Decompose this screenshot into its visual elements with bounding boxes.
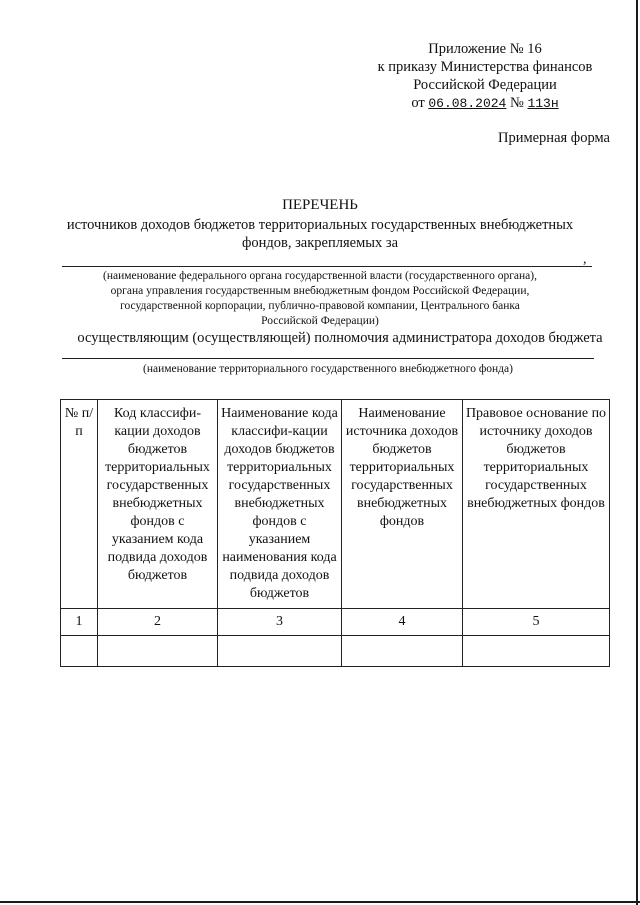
header-cell-number: № п/п (61, 400, 98, 609)
appendix-number: Приложение № 16 (428, 41, 542, 57)
header-cell-source-name: Наименование источника доходов бюджетов территориальных государственных внебюджетных фондов (342, 400, 463, 609)
empty-cell (61, 636, 98, 667)
caption-line-1: (наименование федерального органа государственной власти (государственного органа), (102, 270, 537, 282)
column-number-cell: 1 (61, 609, 98, 636)
administrator-powers-text: осуществляющим (осуществляющей) полномочия администратора доходов бюджета (77, 330, 603, 346)
document-title: ПЕРЕЧЕНЬ (282, 197, 358, 213)
subtitle-line-2: фондов, закрепляемых за (241, 235, 399, 251)
empty-cell (342, 636, 463, 667)
column-number-cell: 4 (342, 609, 463, 636)
fund-fill-line (62, 358, 594, 359)
authority-caption (40, 269, 600, 329)
empty-cell (98, 636, 218, 667)
header-cell-code-name: Наименование кода классифи-кации доходов бюджетов территориальных государственных внебюджетных фондов с указанием наименования кода подвида доходов бюджетов (218, 400, 342, 609)
number-prefix: № (509, 95, 524, 111)
order-date: 06.08.2024 (428, 96, 507, 111)
caption-line-2: органа управления государственным внебюджетным фондом Российской Федерации, (110, 285, 530, 297)
subtitle-line-1: источников доходов бюджетов территориальных государственных внебюджетных (66, 217, 574, 233)
table-header-row (61, 400, 610, 609)
page-edge-bottom (0, 901, 640, 903)
fill-line-comma: , (583, 252, 587, 267)
column-number-cell: 3 (218, 609, 342, 636)
form-note: Примерная форма (497, 130, 610, 146)
empty-cell (218, 636, 342, 667)
table-row (61, 636, 610, 667)
header-cell-code: Код классифи-кации доходов бюджетов территориальных государственных внебюджетных фондов с указанием кода подвида доходов бюджетов (98, 400, 218, 609)
order-reference: к приказу Министерства финансов (377, 59, 593, 75)
date-prefix: от (411, 95, 425, 111)
fund-caption: (наименование территориального государственного внебюджетного фонда) (143, 363, 513, 375)
caption-line-4: Российской Федерации) (261, 315, 379, 327)
order-date-line (360, 94, 610, 113)
revenue-sources-table (60, 399, 610, 667)
federation-name: Российской Федерации (413, 77, 557, 93)
header-cell-legal-basis: Правовое основание по источнику доходов бюджетов территориальных государственных внебюджетных фондов (463, 400, 610, 609)
column-number-cell: 5 (463, 609, 610, 636)
order-number: 113н (527, 96, 559, 111)
page-edge-right (636, 0, 638, 905)
authority-fill-line (62, 266, 592, 267)
column-numbers-row (61, 609, 610, 636)
caption-line-3: государственной корпорации, публично-правовой компании, Центрального банка (120, 300, 520, 312)
appendix-header (360, 40, 610, 113)
column-number-cell: 2 (98, 609, 218, 636)
empty-cell (463, 636, 610, 667)
document-subtitle (40, 216, 600, 252)
